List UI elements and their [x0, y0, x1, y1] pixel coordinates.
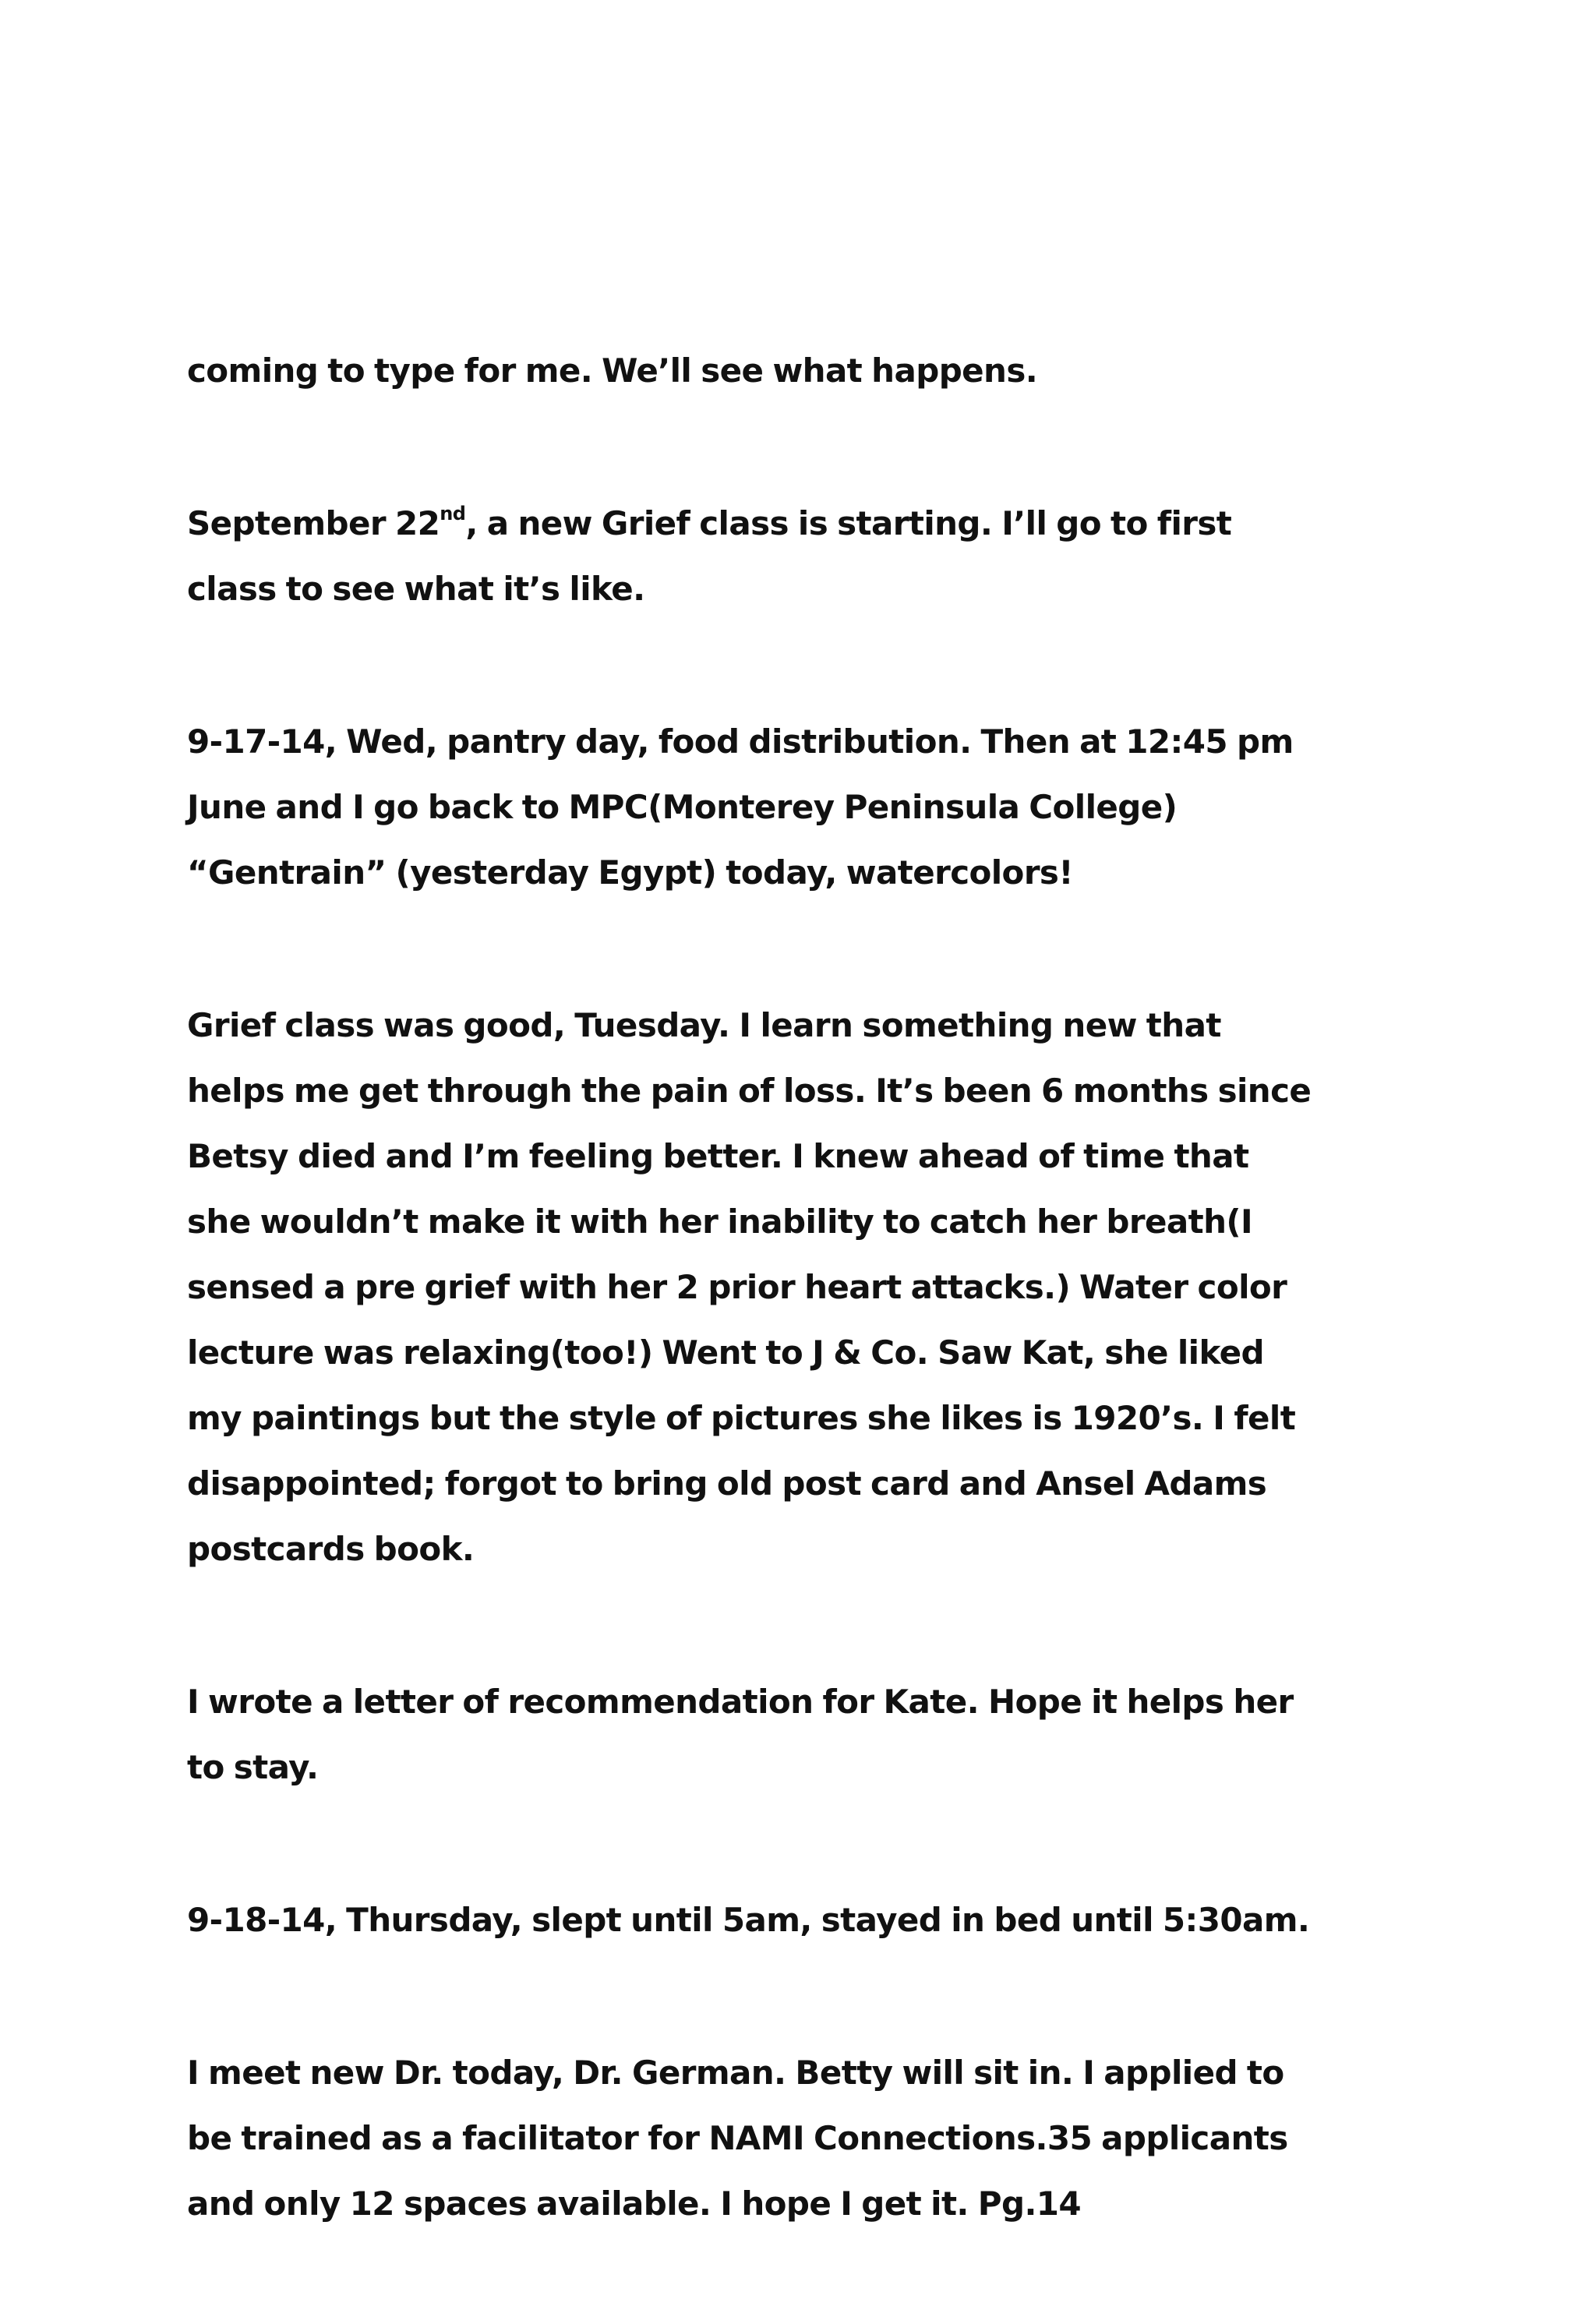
paragraph-2-start: September 22 [187, 504, 440, 542]
paragraph-5: I wrote a letter of recommendation for Kate. Hope it helps her to stay. [187, 1683, 1294, 1786]
paragraph-2-rest: , a new Grief class is starting. I’ll go to first class to see what it’s like. [187, 504, 1232, 608]
paragraph-2 [187, 491, 1434, 622]
document-body [187, 273, 1434, 2324]
paragraph-7: I meet new Dr. today, Dr. German. Betty will sit in. I applied to be trained as a facilitator for NAMI Connections.35 applicants and only 12 spaces available. I hope I get it. Pg.14 [187, 2054, 1288, 2223]
paragraph-6: 9-18-14, Thursday, slept until 5am, stayed in bed until 5:30am. [187, 1901, 1310, 1939]
paragraph-4: Grief class was good, Tuesday. I learn something new that helps me get through the pain of loss. It’s been 6 months since Betsy died and I’m feeling better. I knew ahead of time that she wouldn’t make it with her inability to catch her breath(I sensed a pre grief with her 2 prior heart attacks.) Water color lecture was relaxing(too!) Went to J & Co. Saw Kat, she liked my paintings but the style of pictures she likes is 1920’s. I felt disappointed; forgot to bring old post card and Ansel Adams postcards book. [187, 1006, 1312, 1568]
paragraph-1: coming to type for me. We’ll see what happens. [187, 351, 1038, 390]
ordinal-suffix: nd [440, 503, 466, 524]
paragraph-3: 9-17-14, Wed, pantry day, food distribution. Then at 12:45 pm June and I go back to MPC(Monterey Peninsula College) “Gentrain” (yesterday Egypt) today, watercolors! [187, 722, 1294, 892]
